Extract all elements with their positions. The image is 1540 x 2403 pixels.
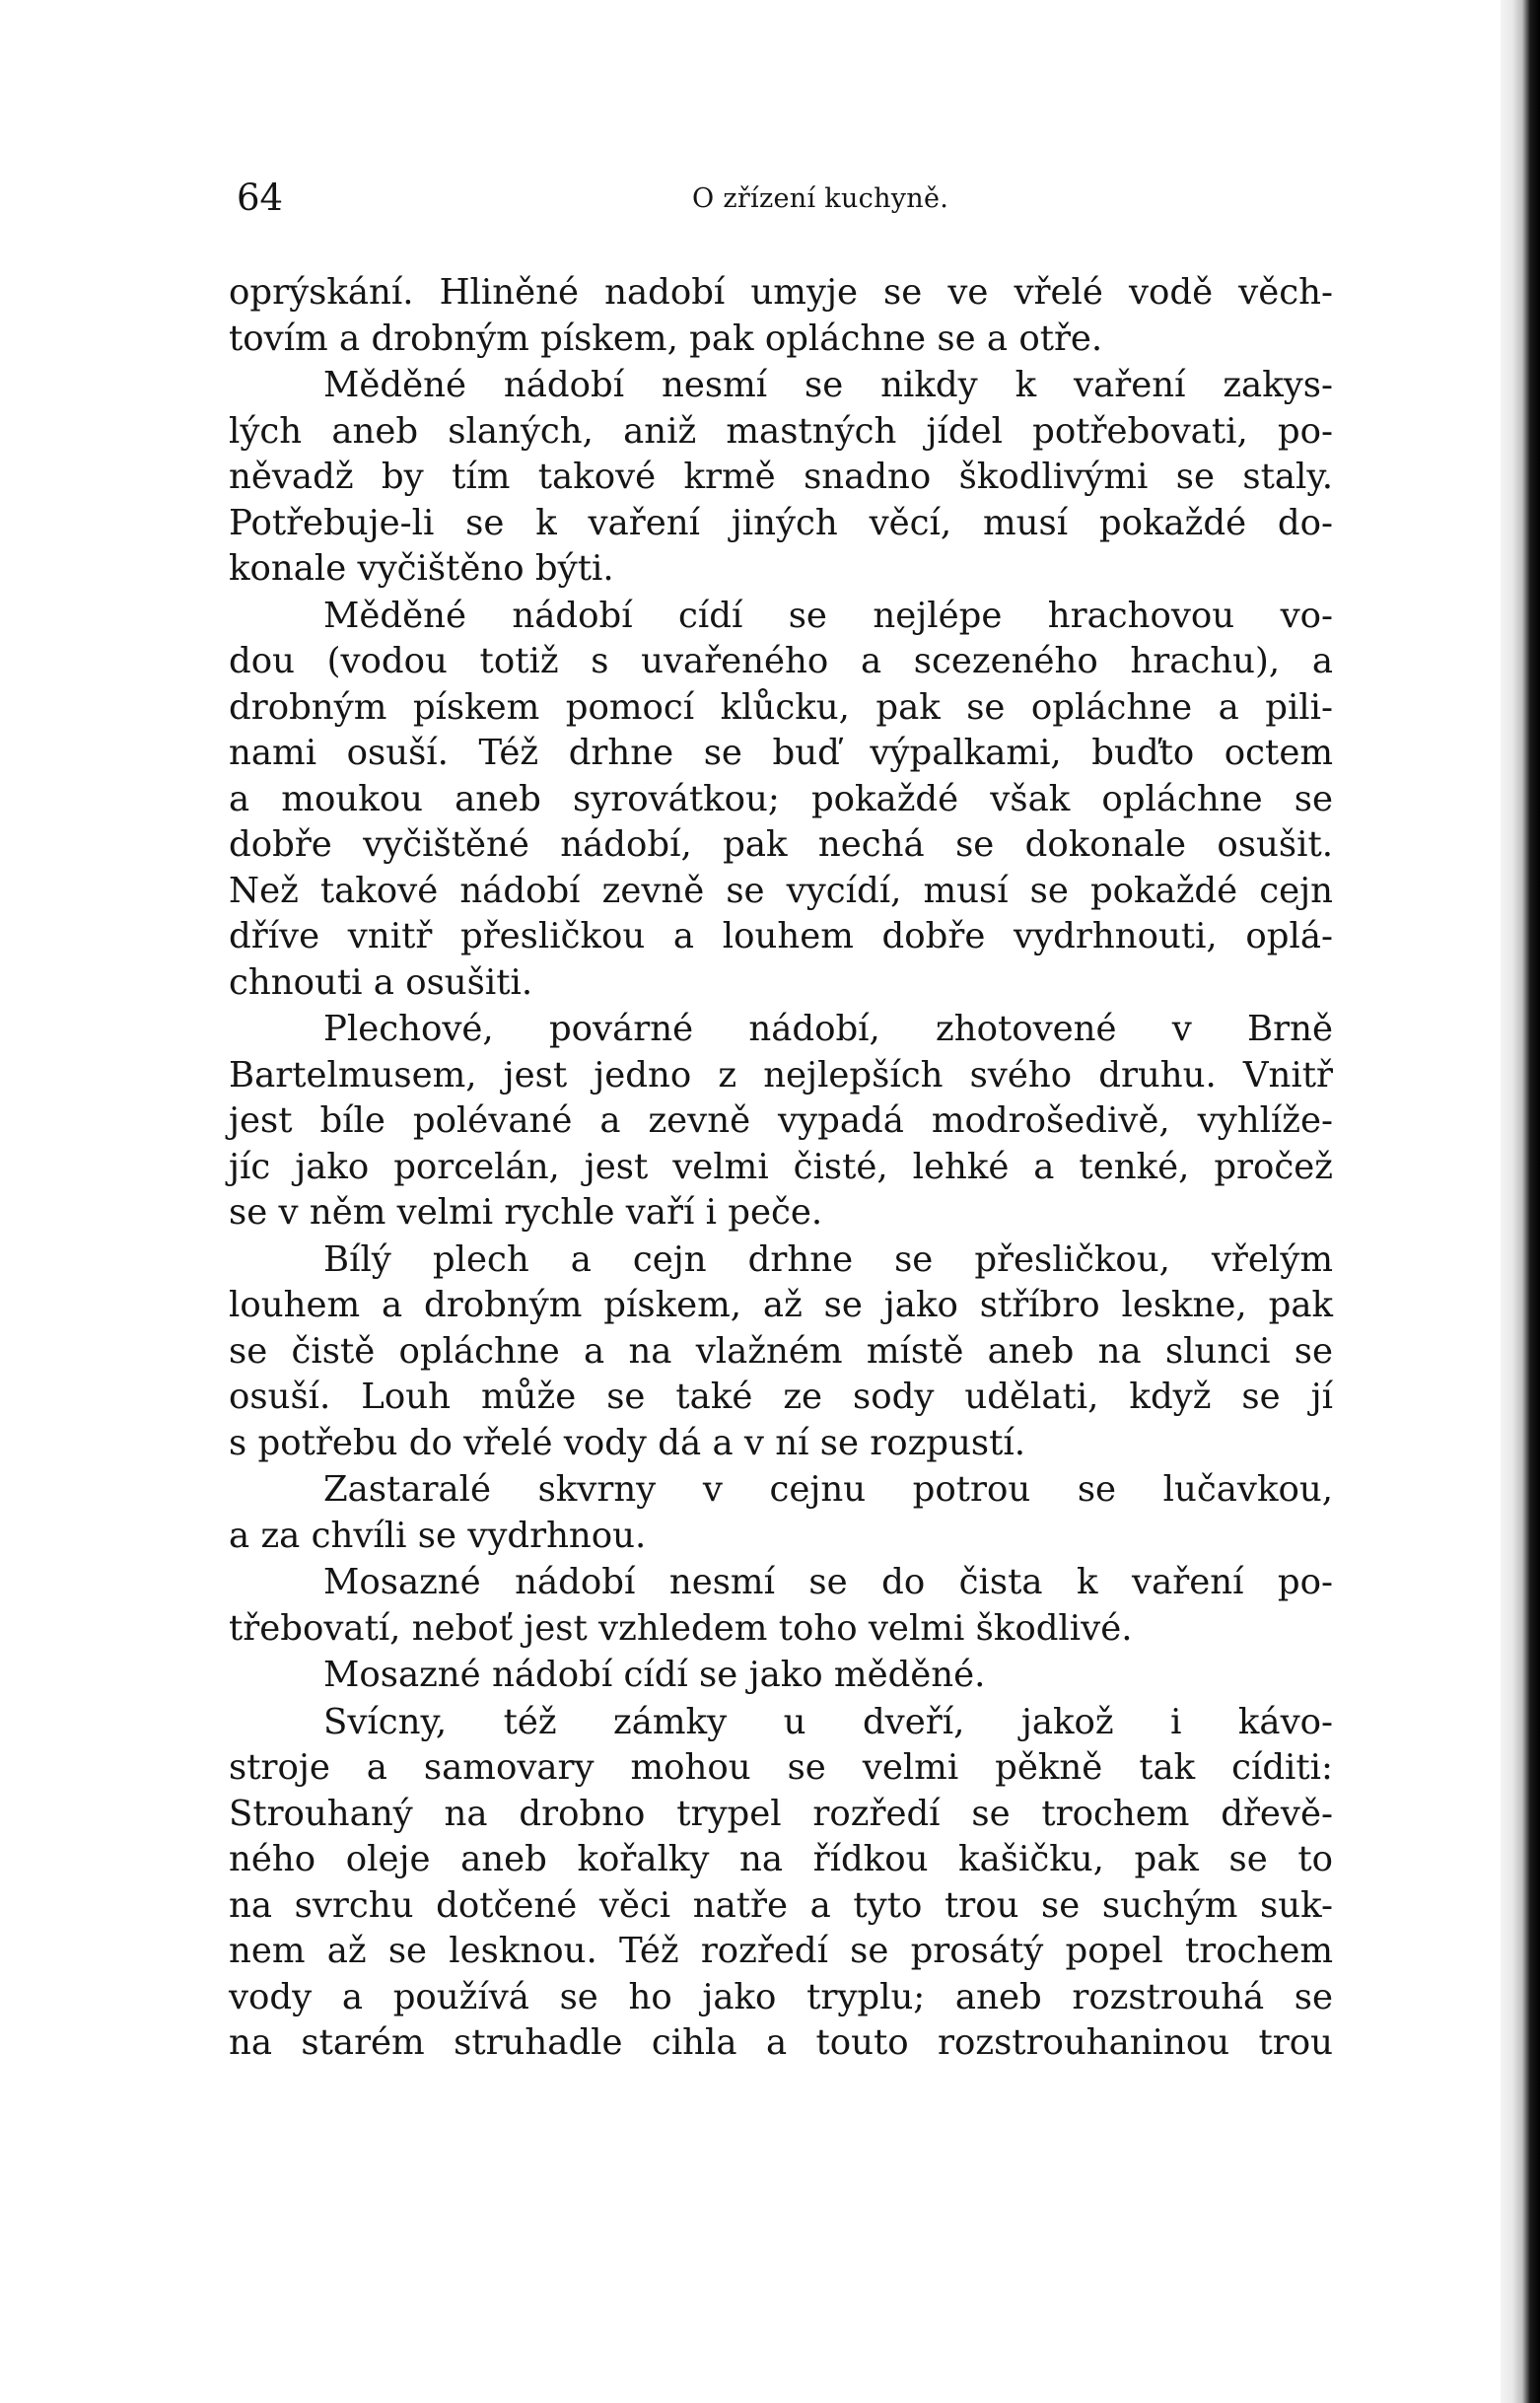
text-line: nami osuší. Též drhne se buď výpalkami, buďto octem [229, 733, 1333, 773]
text-line: tovím a drobným pískem, pak opláchne se a otře. [229, 318, 1103, 359]
paragraph [229, 594, 1333, 1007]
body-text [229, 270, 1333, 2068]
text-line: se v něm velmi rychle vaří i peče. [229, 1192, 823, 1233]
text-line: Měděné nádobí nesmí se nikdy k vaření zakys- [323, 365, 1333, 405]
text-line: oprýskání. Hliněné nadobí umyje se ve vřelé vodě věch- [229, 272, 1333, 313]
text-line: Plechové, povárné nádobí, zhotovené v Brně [323, 1009, 1333, 1049]
text-line: drobným pískem pomocí klůcku, pak se opláchne a pili- [229, 686, 1333, 728]
text-line: a moukou aneb syrovátkou; pokaždé však opláchne se [229, 778, 1333, 819]
paragraph [229, 1237, 1333, 1467]
paragraph [229, 1007, 1333, 1237]
text-line: louhem a drobným pískem, až se jako stříbro leskne, pak [229, 1285, 1333, 1325]
text-line: osuší. Louh může se také ze sody udělati, když se jí [229, 1377, 1333, 1417]
text-line: Strouhaný na drobno trypel rozředí se trochem dřevě- [229, 1793, 1333, 1834]
text-line: dříve vnitř přesličkou a louhem dobře vydrhnouti, oplá- [229, 916, 1333, 956]
text-line: jest bíle polévané a zevně vypadá modrošedivě, vyhlíže- [229, 1100, 1333, 1141]
text-line: Svícny, též zámky u dveří, jakož i kávo- [323, 1701, 1333, 1742]
paragraph [229, 363, 1333, 593]
text-line: Zastaralé skvrny v cejnu potrou se lučavkou, [323, 1469, 1333, 1510]
text-line: dou (vodou totiž s uvařeného a scezeného hrachu), a [229, 641, 1333, 681]
paragraph [229, 1653, 1333, 1699]
page-number: 64 [237, 177, 284, 219]
text-line: jíc jako porcelán, jest velmi čisté, lehké a tenké, pročež [229, 1146, 1333, 1187]
text-line: Bartelmusem, jest jedno z nejlepších svého druhu. Vnitř [229, 1054, 1333, 1095]
text-line: lých aneb slaných, aniž mastných jídel potřebovati, po- [229, 410, 1333, 452]
paragraph [229, 1467, 1333, 1559]
text-line: s potřebu do vřelé vody dá a v ní se rozpustí. [229, 1422, 1026, 1463]
text-line: na svrchu dotčené věci natře a tyto trou se suchým suk- [229, 1884, 1333, 1926]
text-line: stroje a samovary mohou se velmi pěkně tak cíditi: [229, 1747, 1333, 1788]
text-line: na starém struhadle cihla a touto rozstrouhaninou trou [229, 2022, 1333, 2063]
text-line: konale vyčištěno býti. [229, 548, 614, 589]
text-line: Potřebuje-li se k vaření jiných věcí, musí pokaždé do- [229, 502, 1333, 543]
paragraph [229, 1560, 1333, 1652]
text-line: Mosazné nádobí nesmí se do čista k vaření po- [323, 1562, 1333, 1602]
text-line: se čistě opláchne a na vlažném místě aneb na slunci se [229, 1330, 1333, 1372]
text-line: ného oleje aneb kořalky na řídkou kašičku, pak se to [229, 1839, 1333, 1879]
text-line: vody a používá se ho jako tryplu; aneb rozstrouhá se [229, 1976, 1333, 2017]
paragraph [229, 270, 1333, 362]
paragraph [229, 1700, 1333, 2067]
running-title: O zřízení kuchyně. [692, 183, 949, 214]
page-header [237, 174, 986, 223]
scan-edge-shadow [1501, 0, 1540, 2403]
text-line: dobře vyčištěné nádobí, pak nechá se dokonale osušit. [229, 824, 1333, 865]
text-line: chnouti a osušiti. [229, 961, 533, 1003]
text-line: něvadž by tím takové krmě snadno škodlivými se staly. [229, 457, 1333, 497]
text-line: Mosazné nádobí cídí se jako měděné. [323, 1655, 986, 1695]
text-line: třebovatí, neboť jest vzhledem toho velmi škodlivé. [229, 1607, 1133, 1649]
text-line: Než takové nádobí zevně se vycídí, musí se pokaždé cejn [229, 870, 1333, 911]
text-line: Bílý plech a cejn drhne se přesličkou, vřelým [323, 1238, 1333, 1280]
text-line: a za chvíli se vydrhnou. [229, 1515, 647, 1556]
text-line: nem až se lesknou. Též rozředí se prosátý popel trochem [229, 1931, 1333, 1971]
text-line: Měděné nádobí cídí se nejlépe hrachovou vo- [323, 595, 1333, 636]
